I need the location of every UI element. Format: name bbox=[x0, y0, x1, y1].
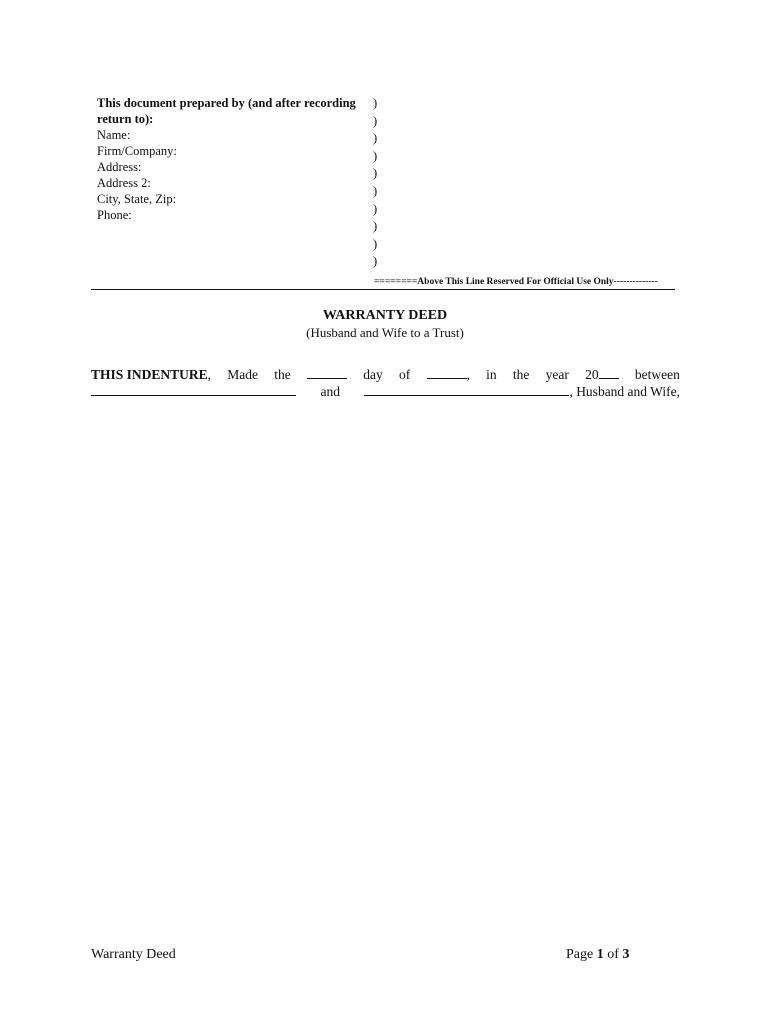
indenture-line-2 bbox=[91, 383, 680, 400]
this-indenture-label: THIS INDENTURE bbox=[91, 367, 208, 382]
prepared-by-block bbox=[97, 95, 367, 223]
indenture-line-1 bbox=[91, 366, 680, 383]
page-label: Page bbox=[566, 947, 594, 962]
field-address2-label: Address 2: bbox=[97, 176, 151, 190]
word-the: the bbox=[512, 367, 530, 382]
comma: , bbox=[466, 367, 470, 382]
day-blank[interactable] bbox=[307, 366, 347, 379]
parenthesis-column bbox=[373, 95, 385, 271]
paren: ) bbox=[373, 113, 378, 128]
footer-document-name: Warranty Deed bbox=[91, 947, 176, 962]
paren: ) bbox=[373, 201, 378, 216]
month-blank[interactable] bbox=[427, 366, 467, 379]
comma: , bbox=[207, 367, 212, 382]
year-prefix: 20 bbox=[585, 367, 599, 382]
wife-name-blank[interactable] bbox=[364, 383, 569, 396]
prepared-by-title-line2: return to): bbox=[97, 112, 154, 126]
reserved-official-use-note: ========Above This Line Reserved For Official Use Only-------------- bbox=[374, 277, 658, 287]
year-blank[interactable] bbox=[599, 366, 619, 379]
reserved-divider-line bbox=[91, 289, 675, 290]
indenture-paragraph bbox=[91, 366, 680, 400]
document-title: WARRANTY DEED bbox=[322, 308, 448, 323]
field-phone-label: Phone: bbox=[97, 208, 132, 222]
word-the: the bbox=[274, 367, 291, 382]
prepared-by-title-line1: This document prepared by (and after recording bbox=[97, 96, 356, 110]
paren: ) bbox=[373, 148, 378, 163]
word-year: year bbox=[545, 367, 569, 382]
document-subtitle: (Husband and Wife to a Trust) bbox=[306, 325, 464, 340]
word-made: Made bbox=[227, 367, 259, 382]
paren: ) bbox=[373, 219, 378, 234]
page-total: 3 bbox=[622, 947, 630, 962]
word-in: in bbox=[486, 367, 497, 382]
field-address-label: Address: bbox=[97, 160, 142, 174]
husband-name-blank[interactable] bbox=[91, 383, 296, 396]
paren: ) bbox=[373, 236, 378, 251]
paren: ) bbox=[373, 166, 378, 181]
word-day: day bbox=[363, 367, 383, 382]
paren: ) bbox=[373, 131, 378, 146]
field-name-label: Name: bbox=[97, 128, 131, 142]
paren: ) bbox=[373, 183, 378, 198]
husband-and-wife-label: , Husband and Wife, bbox=[569, 384, 680, 399]
paren: ) bbox=[373, 96, 378, 110]
of-label: of bbox=[607, 947, 619, 962]
field-city-state-zip-label: City, State, Zip: bbox=[97, 192, 177, 206]
page-current: 1 bbox=[596, 947, 604, 962]
word-between: between bbox=[634, 367, 680, 382]
word-and: and bbox=[320, 384, 340, 399]
paren: ) bbox=[373, 254, 378, 269]
word-of: of bbox=[399, 367, 411, 382]
field-firm-label: Firm/Company: bbox=[97, 144, 177, 158]
footer-page-number bbox=[566, 947, 629, 963]
